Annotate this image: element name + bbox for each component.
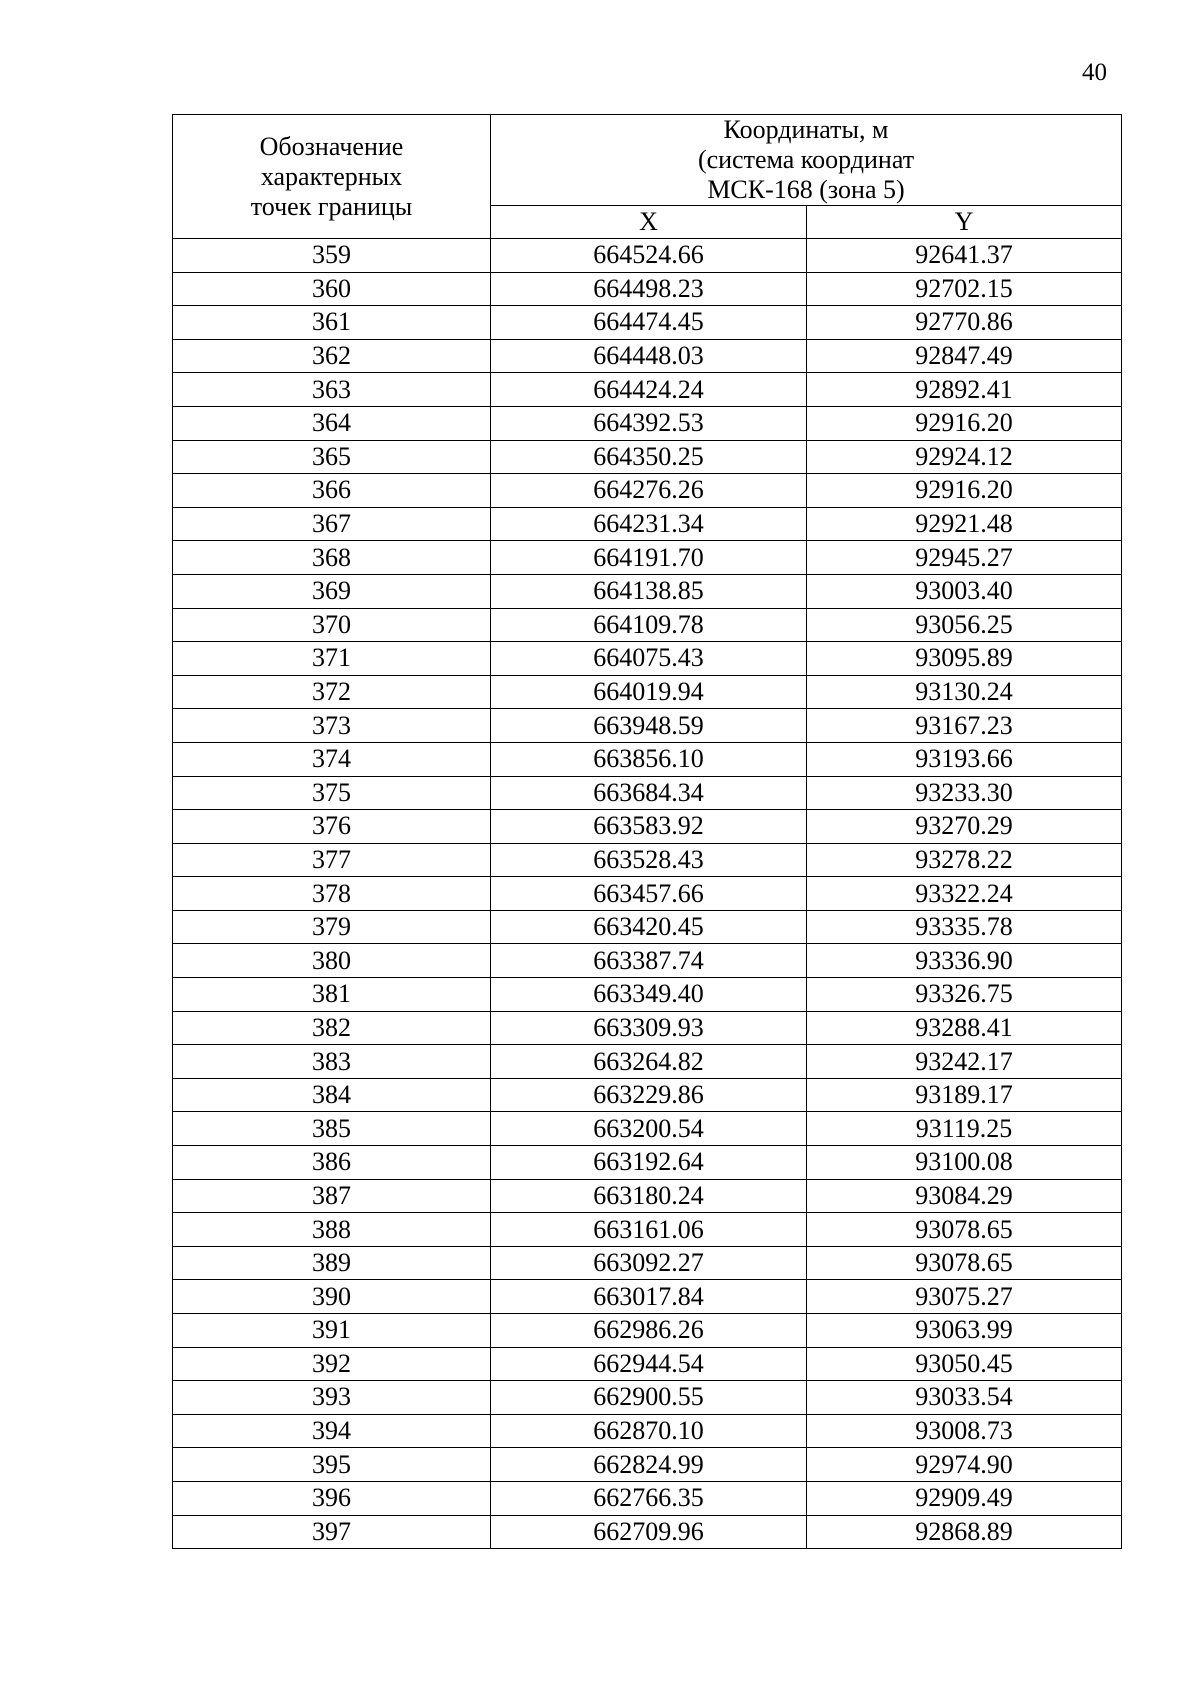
x-coordinate-cell: 664392.53 <box>491 406 807 440</box>
table-row <box>173 440 1122 474</box>
x-coordinate-cell: 663200.54 <box>491 1112 807 1146</box>
y-coordinate-cell: 93003.40 <box>807 574 1122 608</box>
table-row <box>173 608 1122 642</box>
table-row <box>173 1213 1122 1247</box>
point-number-cell: 390 <box>173 1280 491 1314</box>
x-coordinate-cell: 664524.66 <box>491 239 807 273</box>
x-coordinate-cell: 663309.93 <box>491 1011 807 1045</box>
table-row <box>173 1112 1122 1146</box>
y-coordinate-cell: 93326.75 <box>807 978 1122 1012</box>
y-coordinate-cell: 93336.90 <box>807 944 1122 978</box>
x-coordinate-cell: 663684.34 <box>491 776 807 810</box>
x-coordinate-cell: 663856.10 <box>491 742 807 776</box>
y-coordinate-cell: 92641.37 <box>807 239 1122 273</box>
x-coordinate-cell: 662986.26 <box>491 1314 807 1348</box>
x-coordinate-cell: 662709.96 <box>491 1515 807 1549</box>
table-row <box>173 373 1122 407</box>
x-coordinate-cell: 664109.78 <box>491 608 807 642</box>
x-coordinate-cell: 664138.85 <box>491 574 807 608</box>
table-row <box>173 1448 1122 1482</box>
table-row <box>173 642 1122 676</box>
point-number-cell: 366 <box>173 474 491 508</box>
y-coordinate-cell: 93078.65 <box>807 1246 1122 1280</box>
table-row <box>173 474 1122 508</box>
y-coordinate-cell: 93119.25 <box>807 1112 1122 1146</box>
x-coordinate-cell: 662900.55 <box>491 1381 807 1415</box>
table-row <box>173 406 1122 440</box>
table-row <box>173 810 1122 844</box>
table-row <box>173 1314 1122 1348</box>
point-designation-header <box>173 115 491 239</box>
x-coordinate-cell: 664350.25 <box>491 440 807 474</box>
table-row <box>173 306 1122 340</box>
x-coordinate-cell: 663420.45 <box>491 910 807 944</box>
point-number-cell: 385 <box>173 1112 491 1146</box>
y-coordinate-cell: 93233.30 <box>807 776 1122 810</box>
point-number-cell: 375 <box>173 776 491 810</box>
x-coordinate-cell: 664276.26 <box>491 474 807 508</box>
point-number-cell: 374 <box>173 742 491 776</box>
x-coordinate-cell: 663180.24 <box>491 1179 807 1213</box>
y-coordinate-cell: 93167.23 <box>807 709 1122 743</box>
y-coordinate-cell: 93078.65 <box>807 1213 1122 1247</box>
x-coordinate-cell: 662944.54 <box>491 1347 807 1381</box>
table-row <box>173 1347 1122 1381</box>
y-coordinate-cell: 93056.25 <box>807 608 1122 642</box>
table-row <box>173 843 1122 877</box>
table-row <box>173 944 1122 978</box>
x-coordinate-cell: 664075.43 <box>491 642 807 676</box>
y-coordinate-cell: 93288.41 <box>807 1011 1122 1045</box>
y-coordinate-cell: 93100.08 <box>807 1146 1122 1180</box>
point-number-cell: 393 <box>173 1381 491 1415</box>
coordinates-table <box>172 114 1122 1549</box>
table-row <box>173 1045 1122 1079</box>
table-row <box>173 1179 1122 1213</box>
table-row <box>173 1515 1122 1549</box>
table-row <box>173 1280 1122 1314</box>
x-coordinate-cell: 662824.99 <box>491 1448 807 1482</box>
y-coordinate-cell: 93270.29 <box>807 810 1122 844</box>
point-number-cell: 369 <box>173 574 491 608</box>
y-coordinate-cell: 93278.22 <box>807 843 1122 877</box>
y-coordinate-cell: 93084.29 <box>807 1179 1122 1213</box>
point-number-cell: 365 <box>173 440 491 474</box>
point-number-cell: 378 <box>173 877 491 911</box>
x-coordinate-cell: 663349.40 <box>491 978 807 1012</box>
point-number-cell: 368 <box>173 541 491 575</box>
x-coordinate-cell: 664448.03 <box>491 339 807 373</box>
y-coordinate-cell: 93193.66 <box>807 742 1122 776</box>
table-row <box>173 1146 1122 1180</box>
x-coordinate-cell: 663192.64 <box>491 1146 807 1180</box>
point-number-cell: 388 <box>173 1213 491 1247</box>
table-body <box>173 239 1122 1549</box>
point-number-cell: 383 <box>173 1045 491 1079</box>
y-coordinate-cell: 92921.48 <box>807 507 1122 541</box>
point-number-cell: 361 <box>173 306 491 340</box>
point-number-cell: 373 <box>173 709 491 743</box>
table-row <box>173 742 1122 776</box>
coordinates-header <box>491 115 1122 206</box>
table-row <box>173 910 1122 944</box>
x-coordinate-cell: 663017.84 <box>491 1280 807 1314</box>
y-coordinate-cell: 93130.24 <box>807 675 1122 709</box>
point-number-cell: 377 <box>173 843 491 877</box>
point-header-line: характерных <box>260 161 403 191</box>
y-coordinate-cell: 93335.78 <box>807 910 1122 944</box>
point-number-cell: 389 <box>173 1246 491 1280</box>
table-row <box>173 675 1122 709</box>
table-row <box>173 1011 1122 1045</box>
point-number-cell: 396 <box>173 1481 491 1515</box>
point-number-cell: 381 <box>173 978 491 1012</box>
point-number-cell: 372 <box>173 675 491 709</box>
table-row <box>173 978 1122 1012</box>
y-coordinate-cell: 93322.24 <box>807 877 1122 911</box>
x-coordinate-cell: 663387.74 <box>491 944 807 978</box>
x-coordinate-cell: 662766.35 <box>491 1481 807 1515</box>
table-row <box>173 1078 1122 1112</box>
table-row <box>173 541 1122 575</box>
point-number-cell: 364 <box>173 406 491 440</box>
table-row <box>173 574 1122 608</box>
point-number-cell: 391 <box>173 1314 491 1348</box>
point-number-cell: 363 <box>173 373 491 407</box>
x-coordinate-cell: 663528.43 <box>491 843 807 877</box>
point-number-cell: 380 <box>173 944 491 978</box>
y-coordinate-cell: 92945.27 <box>807 541 1122 575</box>
point-header-line: точек границы <box>250 191 413 221</box>
x-coordinate-cell: 664019.94 <box>491 675 807 709</box>
y-coordinate-cell: 92847.49 <box>807 339 1122 373</box>
x-coordinate-cell: 663092.27 <box>491 1246 807 1280</box>
x-coordinate-cell: 664498.23 <box>491 272 807 306</box>
point-number-cell: 362 <box>173 339 491 373</box>
table-header <box>173 115 1122 239</box>
table-row <box>173 1381 1122 1415</box>
coords-header-line: (система координат <box>697 145 915 174</box>
table-row <box>173 709 1122 743</box>
point-number-cell: 395 <box>173 1448 491 1482</box>
y-coordinate-cell: 92909.49 <box>807 1481 1122 1515</box>
x-coordinate-cell: 664424.24 <box>491 373 807 407</box>
x-coordinate-cell: 663264.82 <box>491 1045 807 1079</box>
table-row <box>173 272 1122 306</box>
x-coordinate-cell: 664474.45 <box>491 306 807 340</box>
point-number-cell: 387 <box>173 1179 491 1213</box>
y-coordinate-cell: 93008.73 <box>807 1414 1122 1448</box>
x-coordinate-cell: 662870.10 <box>491 1414 807 1448</box>
table-row <box>173 507 1122 541</box>
y-coordinate-cell: 92924.12 <box>807 440 1122 474</box>
y-coordinate-cell: 92702.15 <box>807 272 1122 306</box>
x-coordinate-cell: 664231.34 <box>491 507 807 541</box>
y-coordinate-cell: 92892.41 <box>807 373 1122 407</box>
point-number-cell: 376 <box>173 810 491 844</box>
point-number-cell: 360 <box>173 272 491 306</box>
point-number-cell: 370 <box>173 608 491 642</box>
point-number-cell: 394 <box>173 1414 491 1448</box>
table-row <box>173 1414 1122 1448</box>
y-coordinate-cell: 92916.20 <box>807 406 1122 440</box>
point-number-cell: 392 <box>173 1347 491 1381</box>
y-coordinate-cell: 93033.54 <box>807 1381 1122 1415</box>
y-column-header: Y <box>807 206 1122 239</box>
table-row <box>173 239 1122 273</box>
y-coordinate-cell: 93095.89 <box>807 642 1122 676</box>
coords-header-line: МСК-168 (зона 5) <box>707 175 905 204</box>
x-coordinate-cell: 663457.66 <box>491 877 807 911</box>
point-number-cell: 379 <box>173 910 491 944</box>
point-number-cell: 359 <box>173 239 491 273</box>
table-row <box>173 776 1122 810</box>
table-row <box>173 1246 1122 1280</box>
x-coordinate-cell: 663948.59 <box>491 709 807 743</box>
y-coordinate-cell: 92868.89 <box>807 1515 1122 1549</box>
y-coordinate-cell: 93242.17 <box>807 1045 1122 1079</box>
point-number-cell: 384 <box>173 1078 491 1112</box>
point-number-cell: 367 <box>173 507 491 541</box>
y-coordinate-cell: 93063.99 <box>807 1314 1122 1348</box>
table-row <box>173 1481 1122 1515</box>
x-coordinate-cell: 664191.70 <box>491 541 807 575</box>
coords-header-line: Координаты, м <box>723 115 889 144</box>
point-number-cell: 382 <box>173 1011 491 1045</box>
y-coordinate-cell: 93189.17 <box>807 1078 1122 1112</box>
y-coordinate-cell: 92770.86 <box>807 306 1122 340</box>
table-row <box>173 877 1122 911</box>
y-coordinate-cell: 92916.20 <box>807 474 1122 508</box>
x-coordinate-cell: 663161.06 <box>491 1213 807 1247</box>
point-header-line: Обозначение <box>259 131 404 161</box>
x-column-header: X <box>491 206 807 239</box>
page-number: 40 <box>1082 59 1107 86</box>
point-number-cell: 386 <box>173 1146 491 1180</box>
x-coordinate-cell: 663583.92 <box>491 810 807 844</box>
x-coordinate-cell: 663229.86 <box>491 1078 807 1112</box>
point-number-cell: 371 <box>173 642 491 676</box>
point-number-cell: 397 <box>173 1515 491 1549</box>
y-coordinate-cell: 93075.27 <box>807 1280 1122 1314</box>
table-row <box>173 339 1122 373</box>
y-coordinate-cell: 92974.90 <box>807 1448 1122 1482</box>
y-coordinate-cell: 93050.45 <box>807 1347 1122 1381</box>
